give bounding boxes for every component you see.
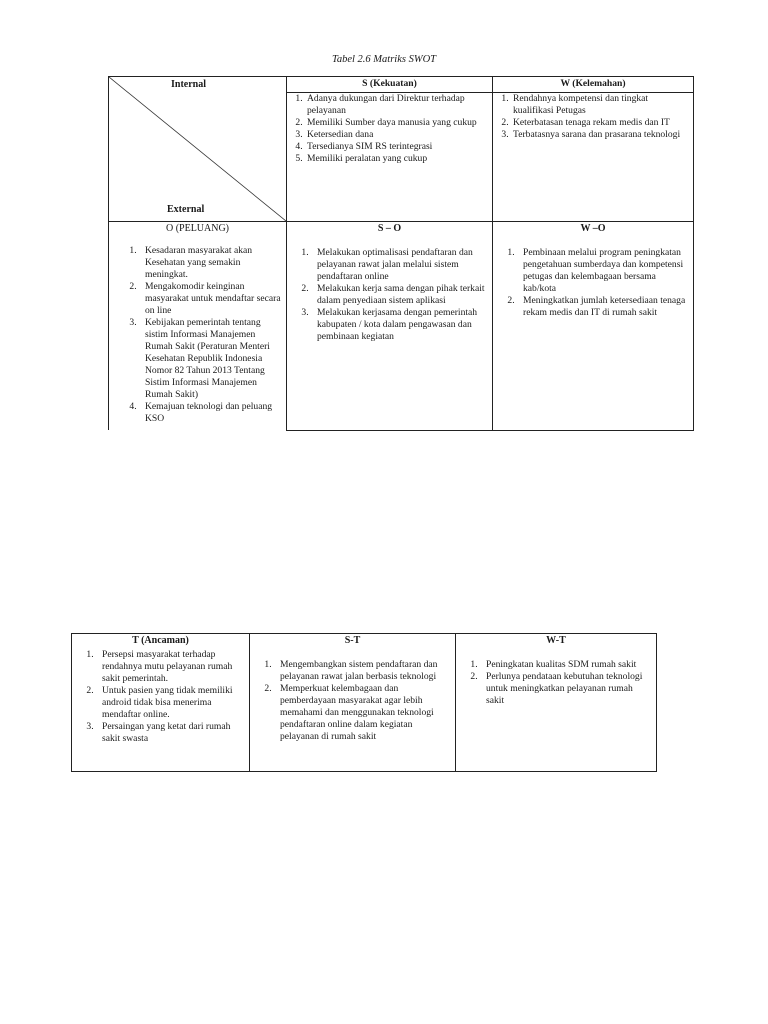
list-item: 2. Meningkatkan jumlah ketersediaan tenaga rekam medis dan IT di rumah sakit	[517, 295, 689, 319]
swot-matrix-table	[108, 76, 694, 431]
list-item: 1. Melakukan optimalisasi pendaftaran dan pelayanan rawat jalan melalui sistem pendaftaran online	[311, 247, 488, 283]
opportunities-cell	[109, 222, 287, 431]
threats-cell	[72, 634, 250, 772]
weaknesses-cell	[493, 93, 694, 222]
wo-strategy-list	[493, 247, 693, 319]
list-item: 2. Untuk pasien yang tidak memiliki android tidak bisa menerima mendaftar online.	[96, 685, 245, 721]
internal-external-corner-cell	[109, 77, 287, 222]
so-strategy-cell	[287, 222, 493, 431]
list-item: 1. Pembinaan melalui program peningkatan pengetahuan sumberdaya dan kompetensi petugas dan kelembagaan bersama kab/kota	[517, 247, 689, 295]
wo-header: W –O	[580, 223, 606, 234]
weaknesses-header: W (Kelemahan)	[493, 77, 694, 93]
opportunities-header: O (PELUANG)	[165, 223, 230, 234]
list-item: 4. Tersedianya SIM RS terintegrasi	[305, 141, 488, 153]
threats-header: T (Ancaman)	[132, 635, 189, 646]
internal-label: Internal	[171, 79, 206, 90]
diagonal-divider	[109, 77, 286, 221]
list-item: 2. Melakukan kerja sama dengan pihak terkait dalam penyediaan sistem aplikasi	[311, 283, 488, 307]
so-strategy-list	[287, 247, 492, 343]
strengths-cell	[287, 93, 493, 222]
list-item: 2. Mengakomodir keinginan masyarakat untuk mendaftar secara on line	[139, 281, 282, 317]
st-strategy-list	[250, 659, 455, 743]
st-strategy-cell	[250, 634, 456, 772]
list-item: 3. Melakukan kerjasama dengan pemerintah kabupaten / kota dalam pengawasan dan pembinaan kegiatan	[311, 307, 488, 343]
list-item: 1. Peningkatan kualitas SDM rumah sakit	[480, 659, 652, 671]
wt-header: W-T	[546, 635, 566, 646]
table-caption: Tabel 2.6 Matriks SWOT	[331, 54, 437, 65]
wt-strategy-cell	[456, 634, 657, 772]
list-item: 3. Persaingan yang ketat dari rumah sakit swasta	[96, 721, 245, 745]
list-item: 4. Kemajuan teknologi dan peluang KSO	[139, 401, 282, 425]
st-header: S-T	[344, 635, 361, 646]
list-item: 1. Adanya dukungan dari Direktur terhadap pelayanan	[305, 93, 488, 117]
list-item: 2. Memperkuat kelembagaan dan pemberdayaan masyarakat agar lebih memahami dan menggunakan teknologi pendaftaran online dalam kegiatan pelayanan di rumah sakit	[274, 683, 451, 743]
list-item: 5. Memiliki peralatan yang cukup	[305, 153, 488, 165]
list-item: 2. Memiliki Sumber daya manusia yang cukup	[305, 117, 488, 129]
external-label: External	[167, 204, 205, 215]
strengths-header: S (Kekuatan)	[287, 77, 493, 93]
weaknesses-list	[493, 93, 693, 141]
wo-strategy-cell	[493, 222, 694, 431]
swot-threats-table	[71, 633, 657, 772]
list-item: 2. Perlunya pendataan kebutuhan teknologi untuk meningkatkan pelayanan rumah sakit	[480, 671, 652, 707]
list-item: 3. Ketersedian dana	[305, 129, 488, 141]
strengths-list	[287, 93, 492, 165]
wt-strategy-list	[456, 659, 656, 707]
threats-list	[72, 649, 249, 745]
so-header: S – O	[377, 223, 402, 234]
list-item: 1. Mengembangkan sistem pendaftaran dan pelayanan rawat jalan berbasis teknologi	[274, 659, 451, 683]
list-item: 3. Kebijakan pemerintah tentang sistim Informasi Manajemen Rumah Sakit (Peraturan Menteri Kesehatan Republik Indonesia Nomor 82 Tahun 2013 Tentang Sistim Informasi Manajemen Rumah Sakit)	[139, 317, 282, 401]
list-item: 2. Keterbatasan tenaga rekam medis dan IT	[511, 117, 689, 129]
opportunities-list	[109, 245, 286, 425]
list-item: 1. Rendahnya kompetensi dan tingkat kualifikasi Petugas	[511, 93, 689, 117]
list-item: 1. Kesadaran masyarakat akan Kesehatan yang semakin meningkat.	[139, 245, 282, 281]
list-item: 3. Terbatasnya sarana dan prasarana teknologi	[511, 129, 689, 141]
list-item: 1. Persepsi masyarakat terhadap rendahnya mutu pelayanan rumah sakit pemerintah.	[96, 649, 245, 685]
